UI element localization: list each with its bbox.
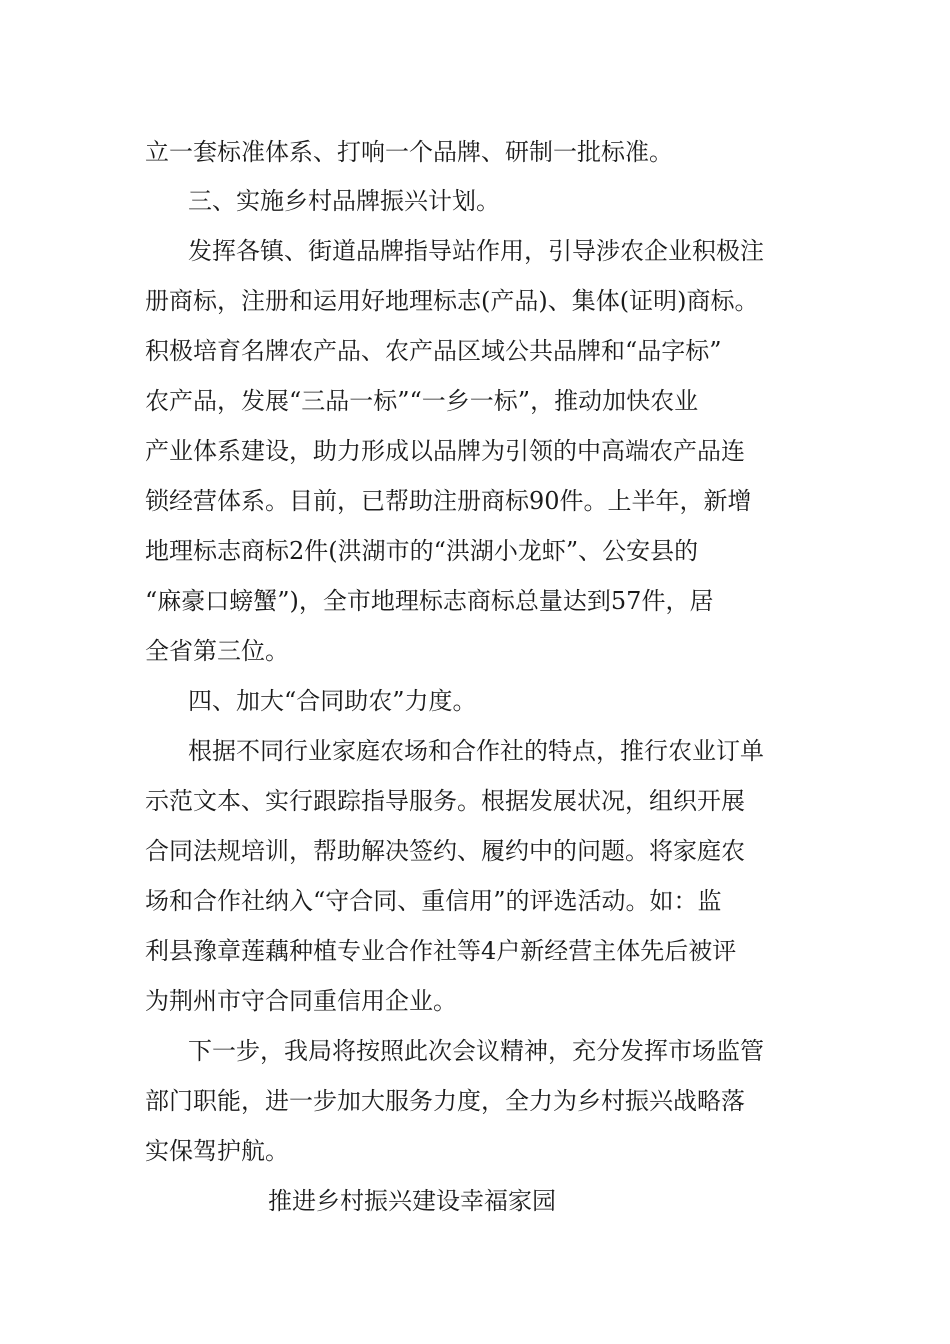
body-text-line: 实保驾护航。	[145, 1137, 289, 1165]
body-text-line: 锁经营体系。目前，已帮助注册商标90件。上半年，新增	[145, 487, 752, 515]
document-title: 推进乡村振兴建设幸福家园	[268, 1187, 556, 1215]
body-text-line: 地理标志商标2件(洪湖市的“洪湖小龙虾”、公安县的	[145, 537, 699, 565]
body-text-line: 全省第三位。	[145, 637, 289, 665]
body-text-line: 下一步，我局将按照此次会议精神，充分发挥市场监管	[188, 1037, 764, 1065]
body-text-line: 部门职能，进一步加大服务力度，全力为乡村振兴战略落	[145, 1087, 745, 1115]
body-text-line: 立一套标准体系、打响一个品牌、研制一批标准。	[145, 138, 673, 166]
body-text-line: 利县豫章莲藕种植专业合作社等4户新经营主体先后被评	[145, 937, 737, 965]
body-text-line: 示范文本、实行跟踪指导服务。根据发展状况，组织开展	[145, 787, 745, 815]
body-text-line: 合同法规培训，帮助解决签约、履约中的问题。将家庭农	[145, 837, 745, 865]
body-text-line: 册商标，注册和运用好地理标志(产品)、集体(证明)商标。	[145, 287, 759, 315]
body-text-line: 农产品，发展“三品一标”“一乡一标”，推动加快农业	[145, 387, 699, 415]
body-text-line: 根据不同行业家庭农场和合作社的特点，推行农业订单	[188, 737, 764, 765]
body-text-line: 发挥各镇、街道品牌指导站作用，引导涉农企业积极注	[188, 237, 764, 265]
body-text-line: 积极培育名牌农产品、农产品区域公共品牌和“品字标”	[145, 337, 722, 365]
section-heading: 四、加大“合同助农”力度。	[188, 687, 477, 715]
section-heading: 三、实施乡村品牌振兴计划。	[188, 187, 500, 215]
body-text-line: 为荆州市守合同重信用企业。	[145, 987, 457, 1015]
body-text-line: 产业体系建设，助力形成以品牌为引领的中高端农产品连	[145, 437, 745, 465]
body-text-line: 场和合作社纳入“守合同、重信用”的评选活动。如：监	[145, 887, 722, 915]
body-text-line: “麻豪口螃蟹”)，全市地理标志商标总量达到57件，居	[145, 587, 714, 615]
